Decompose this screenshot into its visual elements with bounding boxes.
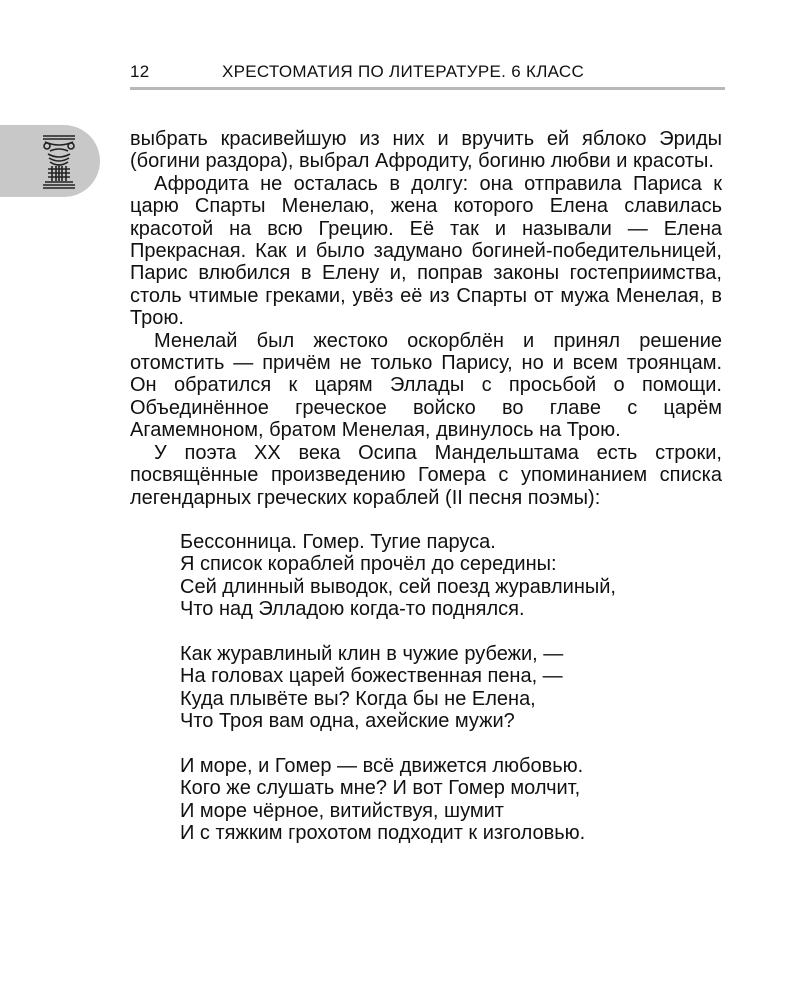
stanza <box>180 643 722 733</box>
poem-line: Бессонница. Гомер. Тугие паруса. <box>180 530 496 553</box>
poem-line: Кого же слушать мне? И вот Гомер молчит, <box>180 777 581 800</box>
poem-line: На головах царей божественная пена, — <box>180 665 563 688</box>
text-body <box>130 128 722 845</box>
column-capital-icon <box>40 133 78 189</box>
running-title: ХРЕСТОМАТИЯ ПО ЛИТЕРАТУРЕ. 6 КЛАСС <box>222 62 585 81</box>
poem-line: Что над Элладою когда-то поднялся. <box>180 598 525 621</box>
paragraph: Менелай был жестоко оскорблён и принял решение отомстить — причём не только Парису, но и всем троянцам. Он обратился к царям Эллады с просьбой о помощи. Объединённое греческое войско во главе с царём Агамемноном, братом Менелая, двинулось на Трою. <box>130 329 722 442</box>
poem-line: Куда плывёте вы? Когда бы не Елена, <box>180 687 536 710</box>
poem-line: Что Троя вам одна, ахейские мужи? <box>180 710 515 733</box>
page-header <box>130 60 720 86</box>
stanza <box>180 755 722 845</box>
poem-line: И море, и Гомер — всё движется любовью. <box>180 754 584 777</box>
poem-line: И море чёрное, витийствуя, шумит <box>180 799 504 822</box>
prose <box>130 128 722 509</box>
paragraph: Афродита не осталась в долгу: она отправила Париса к царю Спарты Менелаю, жена которого Елена славилась красотой на всю Грецию. Её так и называли — Елена Прекрасная. Как и было задумано богиней-победительницей, Парис влюбился в Елену и, поправ законы гостеприимства, столь чтимые греками, увёз её из Спарты от мужа Менелая, в Трою. <box>130 172 722 330</box>
stanza <box>180 531 722 621</box>
paragraph: выбрать красивейшую из них и вручить ей яблоко Эриды (богини раздора), выбрал Афродиту, богиню любви и красоты. <box>130 128 722 173</box>
page-number: 12 <box>130 62 150 81</box>
paragraph: У поэта XX века Осипа Мандельштама есть строки, посвящённые произведению Гомера с упоминанием списка легендарных греческих кораблей (II песня поэмы): <box>130 441 722 509</box>
poem-line: Сей длинный выводок, сей поезд журавлиный, <box>180 575 616 598</box>
poem <box>180 531 722 845</box>
poem-line: И с тяжким грохотом подходит к изголовью. <box>180 822 586 845</box>
poem-line: Как журавлиный клин в чужие рубежи, — <box>180 642 564 665</box>
header-rule <box>130 87 725 90</box>
poem-line: Я список кораблей прочёл до середины: <box>180 553 557 576</box>
